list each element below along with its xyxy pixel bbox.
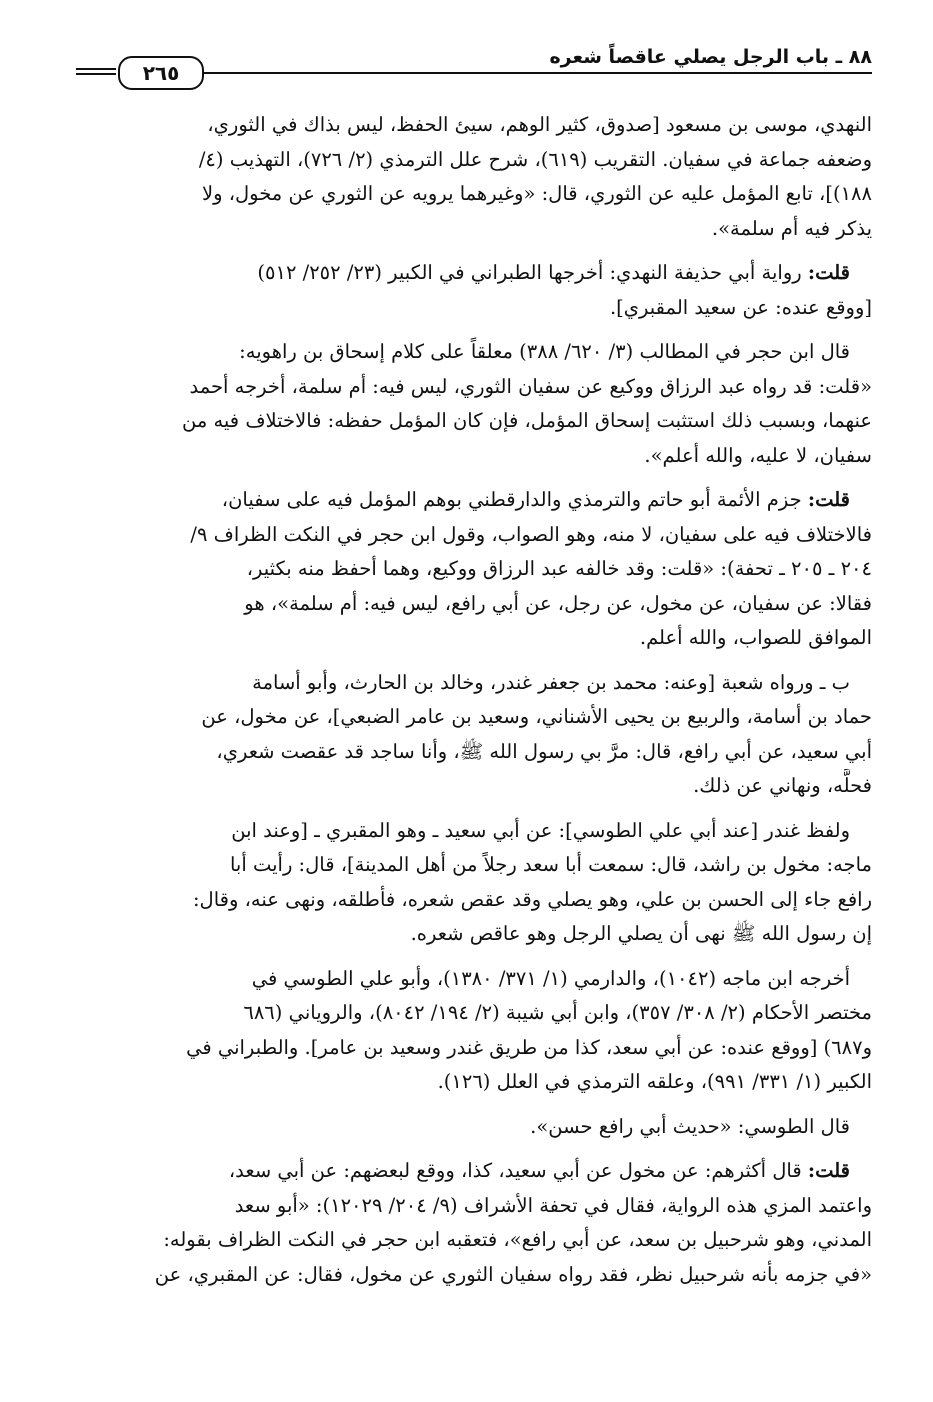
line-text: عنهما، وبسبب ذلك استثبت إسحاق المؤمل، فإن كان المؤمل حفظه: فالاختلاف فيه من [181, 409, 872, 432]
line-text: إن رسول الله ﷺ نهى أن يصلي الرجل وهو عاقص شعره. [410, 922, 872, 945]
line-text: المدني، وهو شرحبيل بن سعد، عن أبي رافع»، فتعقبه ابن حجر في النكت الظراف بقوله: [163, 1228, 872, 1251]
paragraph [72, 483, 872, 656]
line-text: ٢٠٤ ـ ٢٠٥ ـ تحفة): «قلت: وقد خالفه عبد الرزاق ووكيع، وهما أحفظ منه بكثير، [246, 557, 872, 580]
line-text: «قلت: قد رواه عبد الرزاق ووكيع عن سفيان الثوري، ليس فيه: أم سلمة، أخرجه أحمد [189, 374, 872, 398]
text-line [72, 814, 872, 849]
line-text: ماجه: مخول بن راشد، قال: سمعت أبا سعد رجلاً من أهل المدينة]، قال: رأيت أبا [229, 853, 872, 876]
text-line [72, 404, 872, 439]
line-text: فالاختلاف فيه على سفيان، لا منه، وهو الصواب، وقول ابن حجر في النكت الظراف ٩/ [190, 522, 872, 546]
line-text: رافع جاء إلى الحسن بن علي، وهو يصلي وقد عقص شعره، فأطلقه، ونهى عنه، وقال: [192, 887, 872, 911]
page-number: ٢٦٥ [118, 56, 204, 90]
line-text: واعتمد المزي هذه الرواية، فقال في تحفة الأشراف (٩/ ٢٠٤/ ١٢٠٢٩): «أبو سعد [234, 1193, 872, 1217]
text-line [72, 335, 872, 370]
text-line [72, 518, 872, 553]
text-line [72, 552, 872, 587]
chapter-title: ٨٨ ـ باب الرجل يصلي عاقصاً شعره [549, 46, 872, 68]
line-text: [ووقع عنده: عن سعيد المقبري]. [609, 295, 872, 319]
text-line [72, 735, 872, 770]
text-line [72, 143, 872, 178]
line-text: قال الطوسي: «حديث أبي رافع حسن». [530, 1114, 850, 1138]
ornament-lines [76, 68, 116, 78]
paragraph [72, 666, 872, 804]
line-text: جزم الأئمة أبو حاتم والترمذي والدارقطني بوهم المؤمل فيه على سفيان، [221, 488, 808, 511]
text-line [72, 587, 872, 622]
text-line [72, 700, 872, 735]
line-text: مختصر الأحكام (٢/ ٣٠٨/ ٣٥٧)، وابن أبي شيبة (٢/ ١٩٤/ ٨٠٤٢)، والروياني (٦٨٦ [243, 1001, 872, 1024]
text-line [72, 1110, 872, 1145]
text-line [72, 996, 872, 1031]
line-text: «في جزمه بأنه شرحبيل نظر، فقد رواه سفيان الثوري عن مخول، فقال: عن المقبري، عن [154, 1262, 872, 1286]
lead-word: قلت: [807, 261, 850, 284]
line-text: ب ـ ورواه شعبة [وعنه: محمد بن جعفر غندر، وخالد بن الحارث، وأبو أسامة [252, 670, 850, 694]
paragraph [72, 962, 872, 1100]
paragraph [72, 1154, 872, 1292]
text-line [72, 1031, 872, 1066]
line-text: رواية أبي حذيفة النهدي: أخرجها الطبراني في الكبير (٢٣/ ٢٥٢/ ٥١٢) [257, 261, 808, 284]
paragraph [72, 1110, 872, 1145]
line-text: أبي سعيد، عن أبي رافع، قال: مرَّ بي رسول الله ﷺ، وأنا ساجد قد عقصت شعري، [216, 739, 872, 763]
lead-word: قلت: [807, 1159, 850, 1182]
book-page [72, 38, 872, 1378]
line-text: حماد بن أسامة، والربيع بن يحيى الأشناني، وسعيد بن عامر الضبعي]، عن مخول، عن [201, 705, 872, 728]
text-line [72, 1223, 872, 1258]
text-line [72, 666, 872, 701]
text-line [72, 108, 872, 143]
line-text: فقالا: عن سفيان، عن مخول، عن رجل، عن أبي رافع، ليس فيه: أم سلمة»، هو [244, 591, 872, 615]
text-line [72, 256, 872, 291]
text-line [72, 621, 872, 656]
line-text: الموافق للصواب، والله أعلم. [639, 626, 872, 649]
line-text: وضعفه جماعة في سفيان. التقريب (٦١٩)، شرح علل الترمذي (٢/ ٧٢٦)، التهذيب (٤/ [198, 147, 872, 171]
text-line [72, 177, 872, 212]
paragraph [72, 335, 872, 473]
text-line [72, 439, 872, 474]
text-line [72, 1065, 872, 1100]
paragraph [72, 108, 872, 246]
text-line [72, 848, 872, 883]
lead-word: قلت: [807, 488, 850, 511]
text-line [72, 1154, 872, 1189]
text-line [72, 370, 872, 405]
text-line [72, 1258, 872, 1293]
text-line [72, 291, 872, 326]
line-text: أخرجه ابن ماجه (١٠٤٢)، والدارمي (١/ ٣٧١/ ١٣٨٠)، وأبو علي الطوسي في [251, 966, 850, 990]
line-text: الكبير (١/ ٣٣١/ ٩٩١)، وعلقه الترمذي في العلل (١٢٦). [437, 1070, 872, 1093]
line-text: يذكر فيه أم سلمة». [711, 216, 872, 240]
line-text: فحلَّه، ونهاني عن ذلك. [693, 774, 872, 797]
text-line [72, 212, 872, 247]
text-line [72, 769, 872, 804]
paragraph [72, 814, 872, 952]
page-header [72, 38, 872, 94]
body-text [72, 108, 872, 1302]
text-line [72, 962, 872, 997]
line-text: قال أكثرهم: عن مخول عن أبي سعيد، كذا، ووقع لبعضهم: عن أبي سعد، [228, 1159, 808, 1182]
line-text: سفيان، لا عليه، والله أعلم». [644, 443, 872, 467]
line-text: قال ابن حجر في المطالب (٣/ ٦٢٠/ ٣٨٨) معلقاً على كلام إسحاق بن راهويه: [239, 340, 850, 363]
paragraph [72, 256, 872, 325]
line-text: النهدي، موسى بن مسعود [صدوق، كثير الوهم، سيئ الحفظ، ليس بذاك في الثوري، [207, 113, 872, 136]
line-text: و٦٨٧) [ووقع عنده: عن أبي سعد، كذا من طريق غندر وسعيد بن عامر]. والطبراني في [186, 1035, 872, 1059]
line-text: ١٨٨)]، تابع المؤمل عليه عن الثوري، قال: «وغيرهما يرويه عن الثوري عن مخول، ولا [201, 182, 872, 205]
text-line [72, 483, 872, 518]
text-line [72, 917, 872, 952]
text-line [72, 883, 872, 918]
line-text: ولفظ غندر [عند أبي علي الطوسي]: عن أبي سعيد ـ وهو المقبري ـ [وعند ابن [231, 818, 850, 842]
text-line [72, 1189, 872, 1224]
header-rule [192, 72, 872, 74]
